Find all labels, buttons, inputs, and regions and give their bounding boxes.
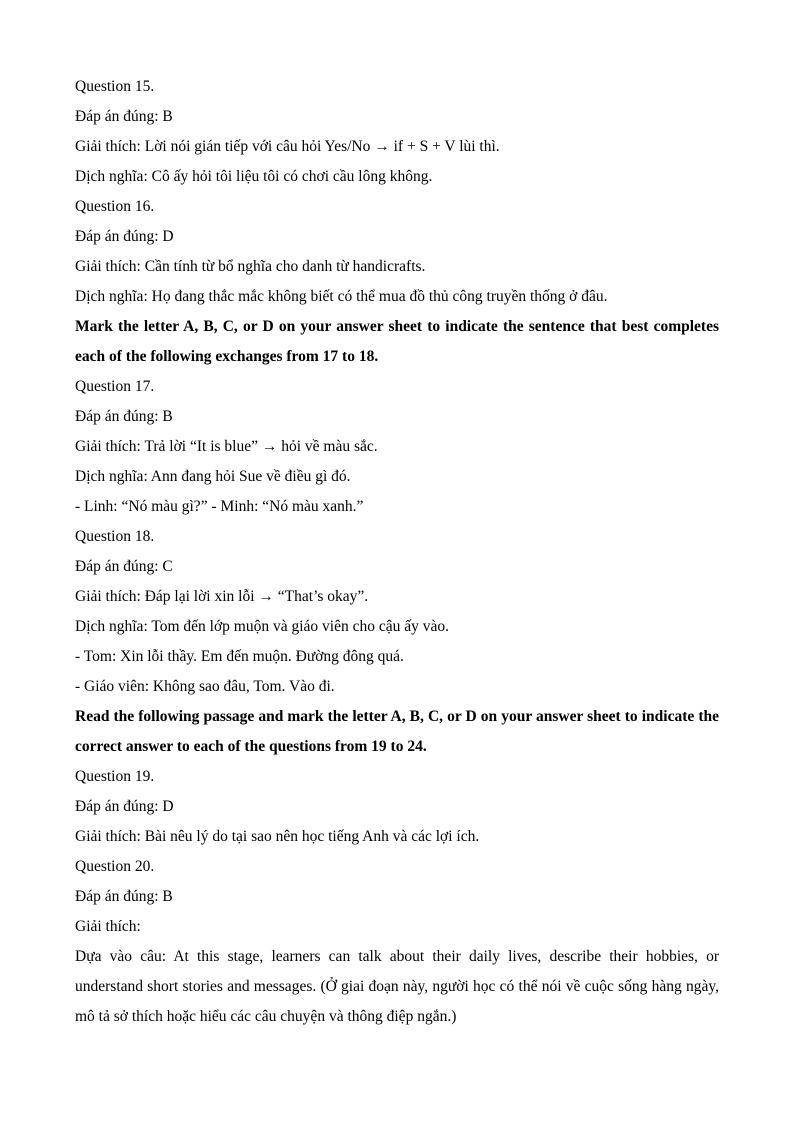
dialogue-18-tom: - Tom: Xin lỗi thầy. Em đến muộn. Đường đông quá. xyxy=(75,648,404,665)
question-16-heading: Question 16. xyxy=(75,198,155,215)
explanation-20-label: Giải thích: xyxy=(75,918,141,935)
answer-15: Đáp án đúng: B xyxy=(75,108,173,125)
section-instruction-19-24: Read the following passage and mark the letter A, B, C, or D on your answer sheet to indicate the correct answer to each of the questions from 19 to 24. xyxy=(75,708,719,755)
translation-18: Dịch nghĩa: Tom đến lớp muộn và giáo viên cho cậu ấy vào. xyxy=(75,618,449,635)
explanation-15: Giải thích: Lời nói gián tiếp với câu hỏi Yes/No → if + S + V lùi thì. xyxy=(75,138,500,155)
answer-20: Đáp án đúng: B xyxy=(75,888,173,905)
answer-19: Đáp án đúng: D xyxy=(75,798,174,815)
explanation-17: Giải thích: Trả lời “It is blue” → hỏi về màu sắc. xyxy=(75,438,378,455)
document-page xyxy=(75,72,719,1032)
explanation-19: Giải thích: Bài nêu lý do tại sao nên học tiếng Anh và các lợi ích. xyxy=(75,828,480,845)
translation-17: Dịch nghĩa: Ann đang hỏi Sue về điều gì đó. xyxy=(75,468,351,485)
translation-15: Dịch nghĩa: Cô ấy hỏi tôi liệu tôi có chơi cầu lông không. xyxy=(75,168,433,185)
dialogue-18-teacher: - Giáo viên: Không sao đâu, Tom. Vào đi. xyxy=(75,678,335,695)
answer-18: Đáp án đúng: C xyxy=(75,558,173,575)
dialogue-17: - Linh: “Nó màu gì?” - Minh: “Nó màu xanh.” xyxy=(75,498,364,515)
translation-16: Dịch nghĩa: Họ đang thắc mắc không biết có thể mua đồ thủ công truyền thống ở đâu. xyxy=(75,288,608,305)
explanation-16: Giải thích: Cần tính từ bổ nghĩa cho danh từ handicrafts. xyxy=(75,258,426,275)
question-19-heading: Question 19. xyxy=(75,768,155,785)
section-instruction-17-18: Mark the letter A, B, C, or D on your answer sheet to indicate the sentence that best completes each of the following exchanges from 17 to 18. xyxy=(75,318,719,365)
question-18-heading: Question 18. xyxy=(75,528,155,545)
answer-17: Đáp án đúng: B xyxy=(75,408,173,425)
question-17-heading: Question 17. xyxy=(75,378,155,395)
explanation-18: Giải thích: Đáp lại lời xin lỗi → “That’s okay”. xyxy=(75,588,369,605)
answer-16: Đáp án đúng: D xyxy=(75,228,174,245)
explanation-20-body: Dựa vào câu: At this stage, learners can talk about their daily lives, describe their hobbies, or understand short stories and messages. (Ở giai đoạn này, người học có thể nói về cuộc sống hàng ngày, mô tả sở thích hoặc hiểu các câu chuyện và thông điệp ngắn.) xyxy=(75,948,719,1025)
question-15-heading: Question 15. xyxy=(75,78,155,95)
question-20-heading: Question 20. xyxy=(75,858,155,875)
